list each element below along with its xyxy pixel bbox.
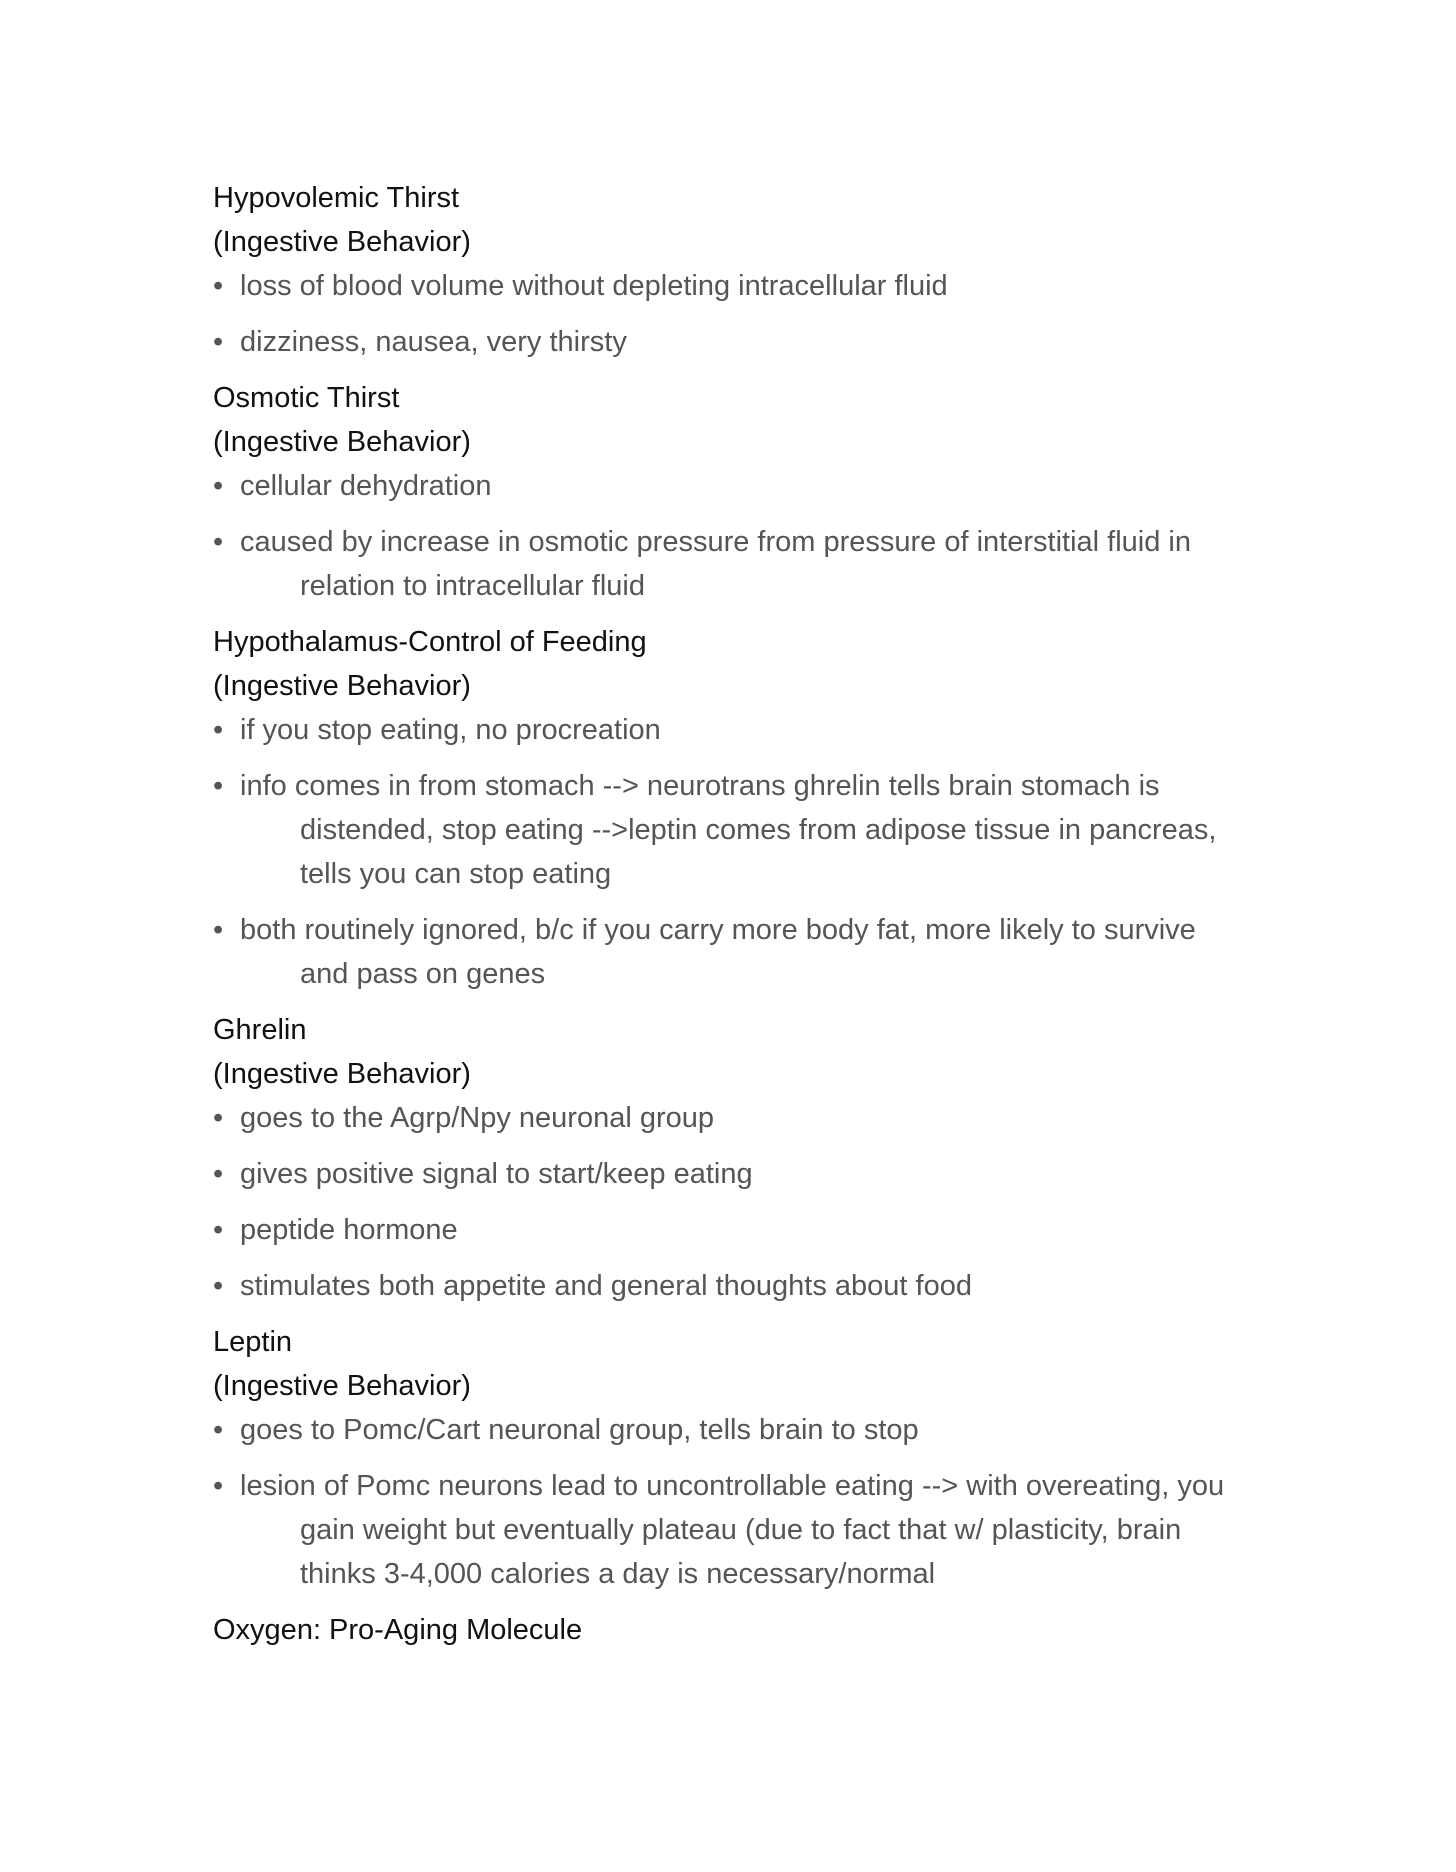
document-body [213,176,1253,1652]
bullet-list [213,464,1253,608]
list-item [213,1408,1253,1452]
list-item [213,708,1253,752]
card-leptin [213,1320,1253,1596]
bullet-icon: • [213,714,224,746]
list-item [213,1208,1253,1252]
bullet-text: goes to the Agrp/Npy neuronal group [240,1102,714,1134]
bullet-text: if you stop eating, no procreation [240,714,661,746]
bullet-text: loss of blood volume without depleting intracellular fluid [240,270,948,302]
bullet-icon: • [213,326,224,358]
list-item [213,908,1253,996]
card-term: Oxygen: Pro-Aging Molecule [213,1614,583,1646]
card-term: Osmotic Thirst [213,382,400,414]
bullet-icon: • [213,1214,224,1246]
card-term: Leptin [213,1326,293,1358]
bullet-text: dizziness, nausea, very thirsty [240,326,627,358]
list-item [213,764,1253,896]
bullet-icon: • [213,526,224,558]
card-category: (Ingestive Behavior) [213,426,471,458]
bullet-list [213,1096,1253,1308]
card-category: (Ingestive Behavior) [213,1058,471,1090]
bullet-text: info comes in from stomach --> neurotrans ghrelin tells brain stomach is distended, stop eating -->leptin comes from adipose tissue in pancreas, tells you can stop eating [240,770,1217,890]
bullet-list [213,1408,1253,1596]
card-hypovolemic-thirst [213,176,1253,364]
bullet-text: both routinely ignored, b/c if you carry more body fat, more likely to survive and pass on genes [240,914,1196,990]
list-item [213,264,1253,308]
card-oxygen-pro-aging-molecule [213,1608,1253,1652]
list-item [213,1096,1253,1140]
bullet-icon: • [213,770,224,802]
bullet-icon: • [213,914,224,946]
card-category: (Ingestive Behavior) [213,1370,471,1402]
card-osmotic-thirst [213,376,1253,608]
list-item [213,520,1253,608]
card-term: Ghrelin [213,1014,307,1046]
card-category: (Ingestive Behavior) [213,226,471,258]
list-item [213,1264,1253,1308]
list-item [213,1152,1253,1196]
bullet-text: lesion of Pomc neurons lead to uncontrollable eating --> with overeating, you gain weight but eventually plateau (due to fact that w/ plasticity, brain thinks 3-4,000 calories a day is necessary/normal [240,1470,1225,1590]
bullet-icon: • [213,1414,224,1446]
bullet-icon: • [213,1270,224,1302]
card-term: Hypothalamus-Control of Feeding [213,626,647,658]
bullet-icon: • [213,1470,224,1502]
card-term: Hypovolemic Thirst [213,182,460,214]
list-item [213,1464,1253,1596]
bullet-icon: • [213,470,224,502]
card-category: (Ingestive Behavior) [213,670,471,702]
bullet-text: stimulates both appetite and general thoughts about food [240,1270,972,1302]
card-hypothalamus-control-of-feeding [213,620,1253,996]
bullet-text: caused by increase in osmotic pressure from pressure of interstitial fluid in relation to intracellular fluid [240,526,1191,602]
list-item [213,464,1253,508]
list-item [213,320,1253,364]
bullet-text: peptide hormone [240,1214,458,1246]
bullet-text: goes to Pomc/Cart neuronal group, tells brain to stop [240,1414,919,1446]
bullet-text: cellular dehydration [240,470,492,502]
bullet-icon: • [213,1158,224,1190]
bullet-list [213,708,1253,996]
card-ghrelin [213,1008,1253,1308]
bullet-icon: • [213,1102,224,1134]
bullet-list [213,264,1253,364]
bullet-icon: • [213,270,224,302]
bullet-text: gives positive signal to start/keep eating [240,1158,753,1190]
